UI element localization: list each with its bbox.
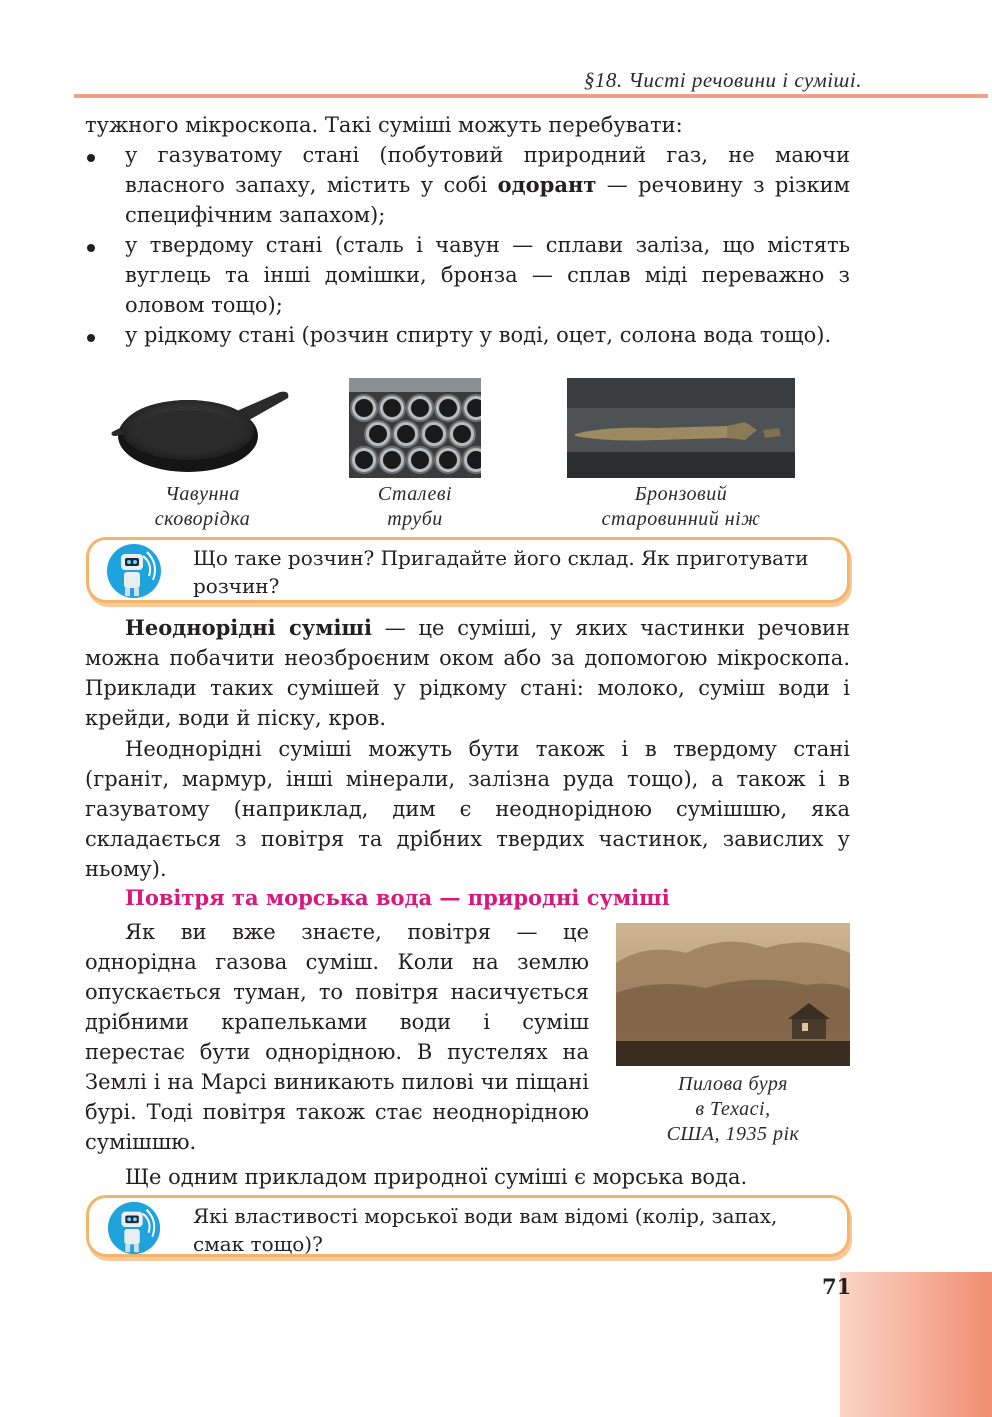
list-item-solid: у твердому стані (сталь і чавун — сплави заліза, що містять вуглець та інші домішки, бронза — сплав міді переважно з оловом тощо); (85, 230, 850, 320)
knife-caption (567, 482, 795, 532)
section-subheading: Повітря та морська вода — природні суміші (125, 885, 670, 910)
hetero-paragraph-1-text: — це суміші, у яких частинки речовин можна побачити неозброєним оком або за допомогою мікроскопа. Приклади таких сумішей у рідкому стані: молоко, суміш води і крейди, води й піску, кров. (85, 616, 850, 730)
knife-caption-line2: старовинний ніж (601, 508, 761, 530)
pipes-caption-line2: труби (387, 508, 443, 530)
bronze-knife-image (567, 378, 795, 478)
states-list (85, 110, 850, 350)
air-paragraph: Як ви вже знаєте, повітря — це однорідна газова суміш. Коли на землю опускається туман, то повітря насичується дрібними крапельками води і суміш перестає бути однорідною. В пустелях на Землі і на Марсі виникають пилові чи піщані бурі. Тоді повітря також стає неоднорідною сумішшю. (85, 920, 589, 1154)
hetero-paragraph-2: Неоднорідні суміші можуть бути також і в твердому стані (граніт, мармур, інші мінерали, залізна руда тощо), а також і в газуватому (наприклад, дим є неоднорідною сумішшю, яка складається з повітря та дрібних твердих частинок, завислих у ньому). (85, 737, 850, 881)
storm-caption-line2: в Техасі, (695, 1098, 771, 1120)
question-text-seawater: Які властивості морської води вам відомі (колір, запах, смак тощо)? (193, 1204, 778, 1256)
page-corner-decoration (840, 1272, 992, 1417)
header-rule (74, 94, 988, 98)
running-head: §18. Чисті речовини і суміші. (583, 68, 862, 92)
term-hetero-mixtures: Неоднорідні суміші (125, 615, 372, 640)
question-box-seawater (86, 1195, 850, 1257)
list-item-liquid: у рідкому стані (розчин спирту у воді, оцет, солона вода тощо). (85, 320, 850, 350)
list-item-gas-text: у газуватому стані (побутовий природний газ, не маючи власного запаху, містить у собі (125, 143, 850, 197)
list-intro: тужного мікроскопа. Такі суміші можуть перебувати: (85, 113, 683, 137)
pipes-caption-line1: Сталеві (377, 483, 453, 505)
question-text-solution: Що таке розчин? Пригадайте його склад. Як приготувати розчин? (193, 546, 809, 598)
pipes-caption (349, 482, 481, 532)
steel-pipes-image (349, 378, 481, 478)
list-item-gas (85, 140, 850, 230)
sea-sentence: Ще одним прикладом природної суміші є морська вода. (125, 1165, 748, 1189)
dust-storm-image (616, 923, 850, 1066)
list-item-gas-text-end: — речовину з різким специфічним запахом); (125, 173, 850, 227)
pan-caption-line1: Чавунна (165, 483, 240, 505)
storm-caption-line3: США, 1935 рік (666, 1123, 800, 1145)
hetero-paragraph-1 (85, 613, 850, 733)
robot-icon (103, 1200, 165, 1256)
question-box-solution (86, 537, 850, 603)
robot-icon (103, 542, 165, 600)
pan-caption-line2: сковорідка (154, 508, 251, 530)
knife-caption-line1: Бронзовий (634, 483, 728, 505)
term-odorant: одорант (497, 172, 597, 197)
cast-iron-pan-image (110, 384, 295, 479)
page-number: 71 (822, 1274, 852, 1299)
pan-caption (120, 482, 285, 532)
storm-caption-line1: Пилова буря (678, 1073, 788, 1095)
storm-caption (616, 1072, 850, 1147)
